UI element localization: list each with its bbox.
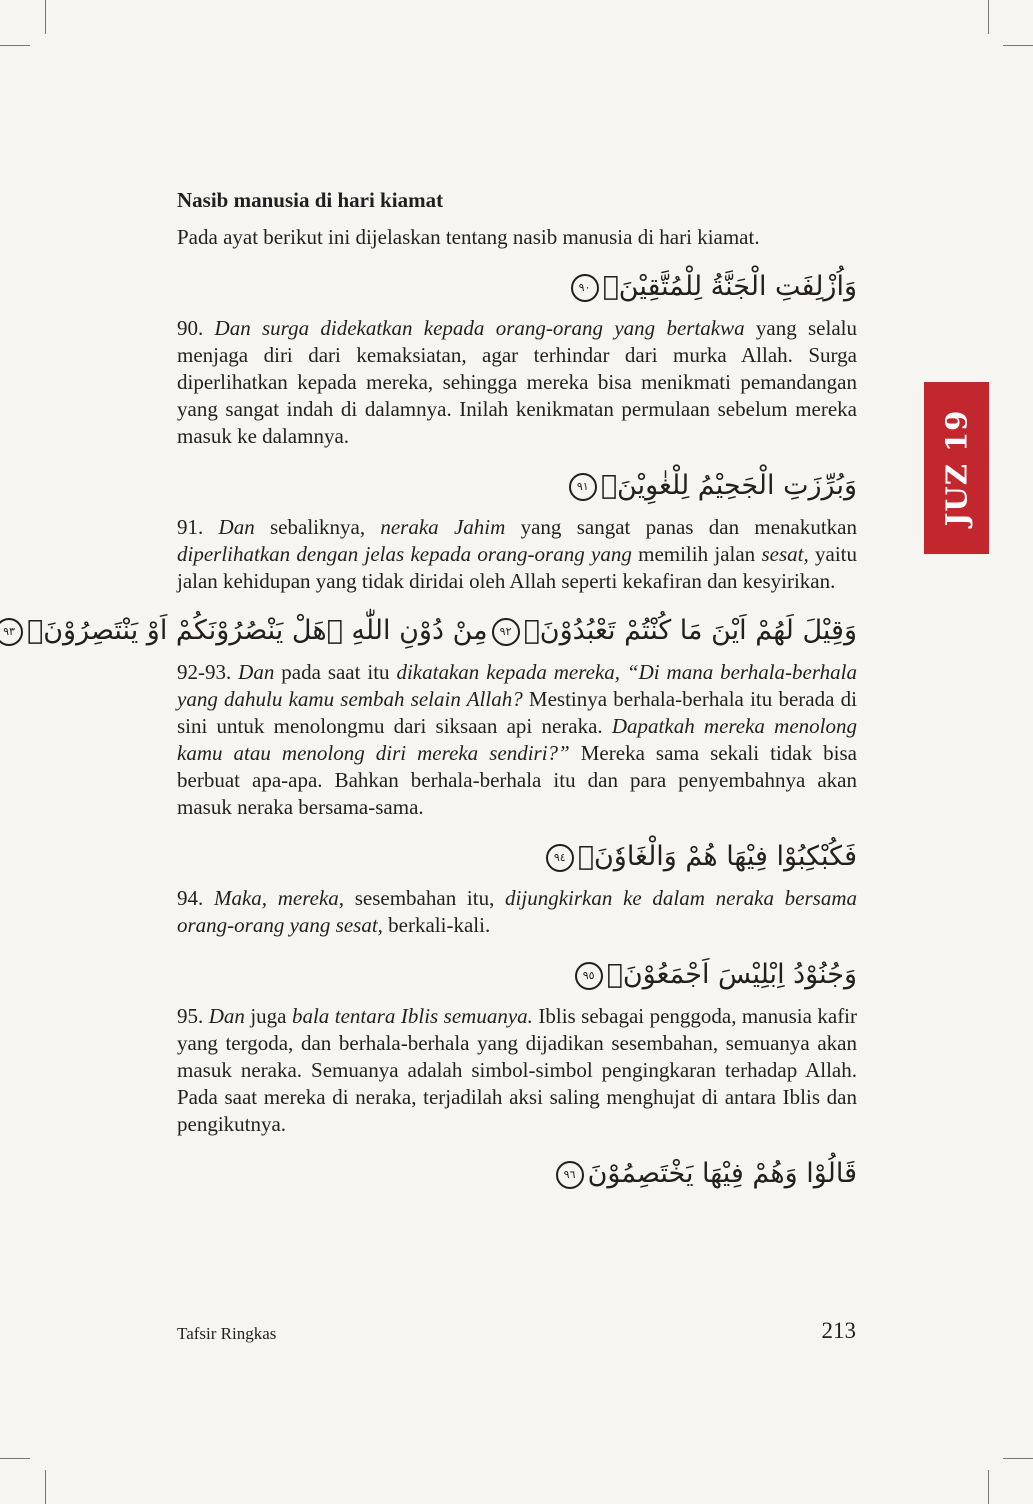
text-segment: pada saat itu bbox=[274, 660, 397, 684]
arabic-text: مِنْ دُوْنِ اللّٰهِ ۗهَلْ يَنْصُرُوْنَكُمْ اَوْ يَنْتَصِرُوْنَۗ bbox=[27, 615, 488, 646]
text-segment: Iblis sebagai penggoda, manusia kafir yang tergoda, dan berhala-berhala yang dijadikan sesembahan, semuanya akan masuk neraka. Semuanya adalah simbol-simbol pengingkaran terhadap Allah. Pada saat mereka di neraka, terjadilah aksi saling menghujat di antara Iblis dan pengikutnya. bbox=[177, 1004, 858, 1136]
crop-mark bbox=[45, 1470, 46, 1504]
verse-translation bbox=[177, 1003, 857, 1138]
text-segment: 94. bbox=[177, 886, 214, 910]
arabic-text: وَقِيْلَ لَهُمْ اَيْنَ مَا كُنْتُمْ تَعْبُدُوْنَۙ bbox=[523, 615, 857, 646]
arabic-verse bbox=[177, 466, 857, 506]
text-segment: sebaliknya, bbox=[254, 515, 381, 539]
crop-mark bbox=[1003, 45, 1033, 46]
page-number: 213 bbox=[821, 1318, 856, 1343]
book-title: Tafsir Ringkas bbox=[177, 1324, 277, 1343]
italic-segment: Dan bbox=[208, 1004, 245, 1028]
crop-mark bbox=[0, 45, 30, 46]
italic-segment: sesat, bbox=[761, 542, 809, 566]
crop-mark bbox=[1003, 1458, 1033, 1459]
arabic-verse bbox=[177, 955, 857, 995]
arabic-text: فَكُبْكِبُوْا فِيْهَا هُمْ وَالْغَاوٗنَۙ bbox=[577, 841, 857, 872]
arabic-text: وَبُرِّزَتِ الْجَحِيْمُ لِلْغٰوِيْنَۙ bbox=[600, 470, 857, 501]
arabic-verse bbox=[177, 1154, 857, 1194]
text-segment: 95. bbox=[177, 1004, 209, 1028]
text-segment: yaitu jalan kehidupan yang tidak diridai oleh Allah seperti kekafiran dan kesyirikan. bbox=[177, 542, 857, 593]
text-segment: memilih jalan bbox=[631, 542, 762, 566]
crop-mark bbox=[988, 1470, 989, 1504]
ayah-number-mark: ٩١ bbox=[569, 473, 597, 501]
section-heading: Nasib manusia di hari kiamat bbox=[177, 188, 444, 212]
italic-segment: diperlihatkan dengan jelas kepada orang-orang yang bbox=[177, 542, 632, 566]
text-segment: berkali-kali. bbox=[382, 913, 491, 937]
juz-tab-label: JUZ 19 bbox=[939, 409, 974, 527]
text-segment: juga bbox=[244, 1004, 292, 1028]
text-segment: sesembahan itu, bbox=[344, 886, 506, 910]
italic-segment: bala tentara Iblis semuanya. bbox=[291, 1004, 533, 1028]
italic-segment: dijungkirkan ke dalam neraka bersama orang-orang yang sesat, bbox=[177, 886, 857, 937]
italic-segment: Dan bbox=[238, 660, 275, 684]
italic-segment: neraka Jahim bbox=[380, 515, 506, 539]
arabic-verse bbox=[3, 611, 857, 651]
crop-mark bbox=[988, 0, 989, 34]
arabic-text: وَجُنُوْدُ اِبْلِيْسَ اَجْمَعُوْنَۗ bbox=[606, 959, 857, 990]
text-segment: yang selalu menjaga diri dari kemaksiatan, agar terhindar dari murka Allah. Surga diperlihatkan kepada mereka, sehingga mereka bisa menikmati pemandangan yang sangat indah di dalamnya. Inilah kenikmatan permulaan sebelum mereka masuk ke dalamnya. bbox=[177, 316, 857, 448]
arabic-text: قَالُوْا وَهُمْ فِيْهَا يَخْتَصِمُوْنَ bbox=[587, 1158, 857, 1189]
italic-segment: Dan surga didekatkan kepada orang-orang yang bertakwa bbox=[214, 316, 745, 340]
ayah-number-mark: ٩٣ bbox=[0, 618, 23, 646]
text-segment: yang sangat panas dan menakutkan bbox=[505, 515, 857, 539]
verse-translation bbox=[177, 315, 857, 450]
arabic-verse bbox=[177, 267, 857, 307]
italic-segment: Maka, mereka, bbox=[213, 886, 345, 910]
crop-mark bbox=[45, 0, 46, 34]
ayah-number-mark: ٩٤ bbox=[546, 844, 574, 872]
italic-segment: Dapatkah mereka menolong kamu atau menolong diri mereka sendiri?” bbox=[177, 714, 857, 765]
juz-tab bbox=[924, 382, 989, 554]
italic-segment: dikatakan kepada mereka, “Di mana berhala-berhala yang dahulu kamu sembah selain Allah? bbox=[177, 660, 857, 711]
ayah-number-mark: ٩٦ bbox=[556, 1161, 584, 1189]
ayah-number-mark: ٩٠ bbox=[571, 274, 599, 302]
crop-mark bbox=[0, 1458, 30, 1459]
text-segment: Mereka sama sekali tidak bisa berbuat apa-apa. Bahkan berhala-berhala itu dan para penyembahnya akan masuk neraka bersama-sama. bbox=[177, 741, 857, 819]
page-content bbox=[3, 186, 858, 1202]
verse-translation bbox=[177, 885, 857, 939]
intro-paragraph: Pada ayat berikut ini dijelaskan tentang nasib manusia di hari kiamat. bbox=[177, 225, 760, 249]
italic-segment: Dan bbox=[218, 515, 255, 539]
text-segment: 92-93. bbox=[177, 660, 239, 684]
verse-list bbox=[3, 267, 858, 1194]
text-segment: 91. bbox=[177, 515, 219, 539]
verse-translation bbox=[177, 659, 857, 821]
text-segment: Mestinya berhala-berhala itu berada di sini untuk menolongmu dari siksaan api neraka. bbox=[177, 687, 858, 738]
ayah-number-mark: ٩٢ bbox=[492, 618, 520, 646]
arabic-verse bbox=[177, 837, 857, 877]
verse-translation bbox=[177, 514, 857, 595]
arabic-text: وَاُزْلِفَتِ الْجَنَّةُ لِلْمُتَّقِيْنَۙ bbox=[602, 271, 857, 302]
text-segment: 90. bbox=[177, 316, 215, 340]
ayah-number-mark: ٩٥ bbox=[575, 962, 603, 990]
